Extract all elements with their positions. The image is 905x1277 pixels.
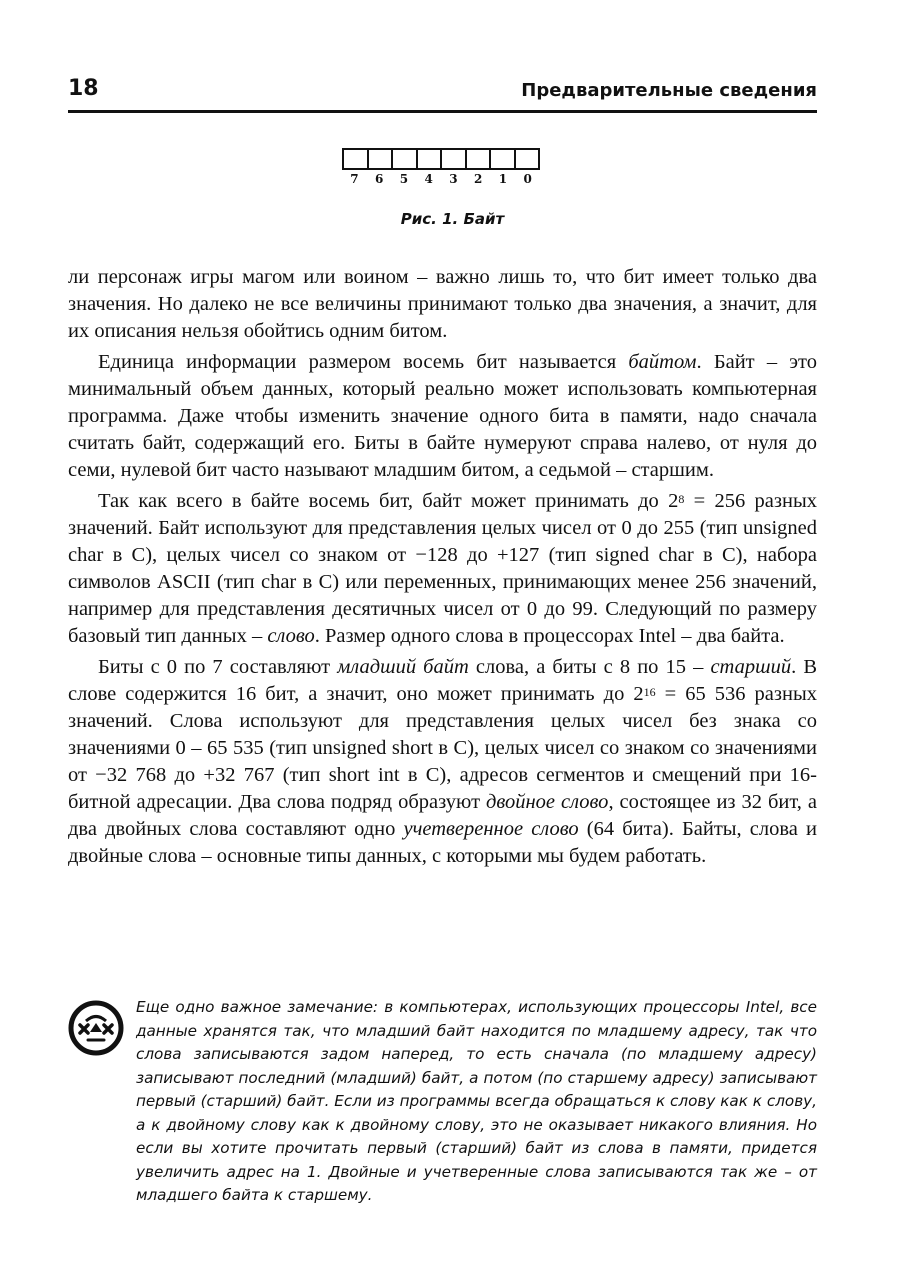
bit-cell bbox=[369, 150, 394, 168]
note-icon bbox=[68, 1000, 124, 1056]
bit-label-7: 7 bbox=[350, 172, 359, 186]
byte-diagram bbox=[342, 148, 540, 170]
bit-label-4: 4 bbox=[424, 172, 433, 186]
term-double-word: двойное слово bbox=[486, 791, 609, 813]
text-span: Единица информации размером восемь бит называется bbox=[98, 351, 629, 373]
superscript: 8 bbox=[678, 492, 685, 506]
term-word: слово bbox=[267, 625, 315, 647]
paragraph-3 bbox=[68, 488, 817, 650]
bit-cell bbox=[344, 150, 369, 168]
bit-label-2: 2 bbox=[473, 172, 483, 186]
bit-label-6: 6 bbox=[374, 172, 384, 186]
text-span: . В слове содержится 16 бит, а значит, оно может принимать до 2 bbox=[68, 656, 817, 705]
byte-figure bbox=[342, 148, 540, 186]
bit-label-1: 1 bbox=[498, 172, 508, 186]
text-span: Биты с 0 по 7 составляют bbox=[98, 656, 338, 678]
text-span: . Размер одного слова в процессорах Intel – два байта. bbox=[314, 625, 785, 647]
bit-labels bbox=[342, 172, 540, 186]
text-span: = 256 разных значений. Байт используют для представления целых чисел от 0 до 255 (тип unsigned char в C), целых чисел со знаком от −128 до +127 (тип signed char в C), набора символов ASCII (тип char в C) или переменных, принимающих менее 256 значений, например для представления десятичных чисел от 0 до 99. Следующий по размеру базовый тип данных – bbox=[68, 490, 817, 647]
bit-cell bbox=[393, 150, 418, 168]
paragraph-2 bbox=[68, 349, 817, 484]
note-text: Еще одно важное замечание: в компьютерах, использующих процессоры Intel, все данные хранятся так, что младший байт находится по младшему адресу, так что слова записываются задом наперед, то есть сначала (по младшему адресу) записывают последний (младший) байт, а потом (по старшему адресу) записывают первый (старший) байт. Если из программы всегда обращаться к слову как к слову, а к двойному слову как к двойному слову, это не оказывает никакого влияния. Но если вы хотите прочитать первый (старший) байт из слова в памяти, придется увеличить адрес на 1. Двойные и учетверенные слова записываются так же – от младшего байта к старшему. bbox=[136, 998, 817, 1204]
body-text bbox=[68, 264, 817, 870]
paragraph-4 bbox=[68, 654, 817, 870]
term-quad-word: учетверенное слово bbox=[403, 818, 579, 840]
running-title: Предварительные сведения bbox=[521, 80, 817, 101]
bit-label-0: 0 bbox=[523, 172, 532, 186]
text-span: . Байт – это минимальный объем данных, который реально может использовать компьютерная программа. Даже чтобы изменить значение одного бита в памяти, надо сначала считать байт, содержащий его. Биты в байте нумеруют справа налево, от нуля до семи, нулевой бит часто называют младшим битом, а седьмой – старшим. bbox=[68, 351, 817, 481]
page-number: 18 bbox=[68, 76, 99, 101]
text-span: = 65 536 разных значений. Слова используют для представления целых чисел без знака со значениями 0 – 65 535 (тип unsigned short в C), целых чисел со знаком со значениями от −32 768 до +32 767 (тип short int в C), адресов сегментов и смещений при 16-битной адресации. Два слова подряд образуют bbox=[68, 683, 817, 813]
bit-cell bbox=[418, 150, 443, 168]
paragraph-1: ли персонаж игры магом или воином – важно лишь то, что бит имеет только два значения. Но далеко не все величины принимают только два значения, а значит, для их описания нельзя обойтись одним битом. bbox=[68, 266, 817, 342]
bit-cell bbox=[467, 150, 492, 168]
text-span: слова, а биты с 8 по 15 – bbox=[468, 656, 711, 678]
text-span: (64 бита). Байты, слова и двойные слова – основные типы данных, с которыми мы будем работать. bbox=[68, 818, 817, 867]
term-high-byte: старший bbox=[710, 656, 792, 678]
bit-label-5: 5 bbox=[399, 172, 409, 186]
page-header bbox=[68, 74, 817, 113]
bit-cell bbox=[442, 150, 467, 168]
bit-label-3: 3 bbox=[449, 172, 458, 186]
text-span: Так как всего в байте восемь бит, байт может принимать до 2 bbox=[98, 490, 679, 512]
text-span: , состоящее из 32 бит, а два двойных слова составляют одно bbox=[68, 791, 818, 840]
bit-cell bbox=[491, 150, 516, 168]
term-byte: байтом bbox=[628, 351, 697, 373]
bit-cell bbox=[516, 150, 539, 168]
figure-caption: Рис. 1. Байт bbox=[400, 210, 505, 228]
superscript: 16 bbox=[643, 685, 656, 699]
term-low-byte: младший байт bbox=[337, 656, 469, 678]
